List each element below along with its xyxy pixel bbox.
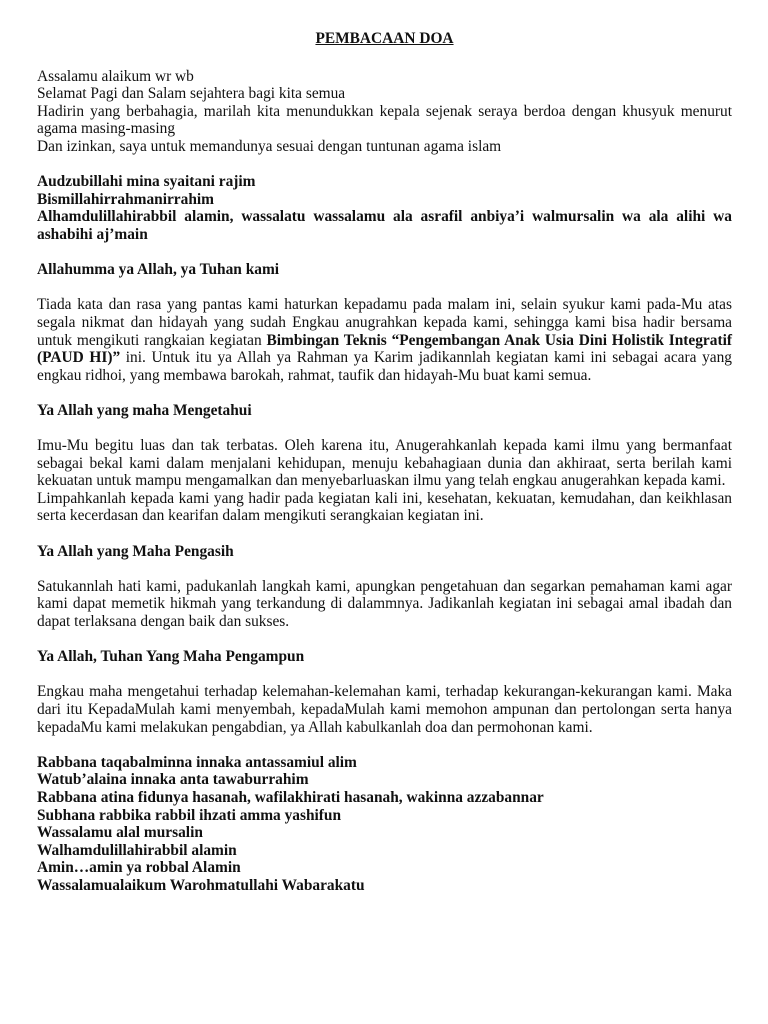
- section-heading-2: Ya Allah yang maha Mengetahui: [37, 401, 252, 419]
- closing-line: Rabbana atina fidunya hasanah, wafilakhirati hasanah, wakinna azzabannar: [37, 788, 544, 806]
- section-heading-1: Allahumma ya Allah, ya Tuhan kami: [37, 261, 280, 279]
- paragraph-2b: Limpahkanlah kepada kami yang hadir pada kegiatan kali ini, kesehatan, kekuatan, kemudahan, dan keikhlasan serta kecerdasan dan kearifan dalam mengikuti serangkaian kegiatan ini.: [37, 489, 732, 525]
- closing-prayer-section: [37, 754, 732, 895]
- paragraph-2-group: [37, 437, 732, 525]
- closing-line: Wassalamualaikum Warohmatullahi Wabarakatu: [37, 876, 365, 894]
- closing-line: Amin…amin ya robbal Alamin: [37, 859, 241, 877]
- section-heading-4: Ya Allah, Tuhan Yang Maha Pengampun: [37, 648, 305, 666]
- closing-line: Walhamdulillahirabbil alamin: [37, 841, 237, 859]
- greeting-line: Assalamu alaikum wr wb: [37, 67, 194, 85]
- paragraph-3: Satukannlah hati kami, padukanlah langkah kami, apungkan pengetahuan dan segarkan pemahaman kami agar kami dapat memetik hikmah yang terkandung di dalammnya. Jadikanlah kegiatan ini sebagai amal ibadah dan dapat terlaksana dengan baik dan sukses.: [37, 577, 732, 630]
- paragraph-1-text-a: Tiada kata dan rasa yang pantas kami haturkan kepadamu pada malam ini, selain syukur kami pada-Mu atas segala nikmat dan hidayah yang sudah Engkau anugrahkan kepada kami, sehingga kami bisa hadir bersama untuk mengikuti rangkaian kegiatan: [37, 296, 732, 349]
- hamdalah-line: Alhamdulillahirabbil alamin, wassalatu wassalamu ala asrafil anbiya’i walmursalin wa ala alihi wa ashabihi aj’main: [37, 208, 732, 243]
- section-heading-3: Ya Allah yang Maha Pengasih: [37, 542, 234, 560]
- taawudz-line: Audzubillahi mina syaitani rajim: [37, 173, 256, 191]
- closing-line: Subhana rabbika rabbil ihzati amma yashifun: [37, 806, 342, 824]
- page-title: PEMBACAAN DOA: [315, 30, 454, 47]
- closing-line: Rabbana taqabalminna innaka antassamiul alim: [37, 753, 357, 771]
- paragraph-1: [37, 296, 732, 384]
- closing-line: Watub’alaina innaka anta tawaburrahim: [37, 771, 309, 789]
- guidance-line: Dan izinkan, saya untuk memandunya sesuai dengan tuntunan agama islam: [37, 137, 502, 155]
- paragraph-2a: Imu-Mu begitu luas dan tak terbatas. Oleh karena itu, Anugerahkanlah kepada kami ilmu yang bermanfaat sebagai bekal kami dalam menjalani kehidupan, menuju kebahagiaan dunia dan akhiraat, serta berilah kami kekuatan untuk mampu mengamalkan dan menyebarluaskan ilmu yang telah engkau anugerahkan kepada kami.: [37, 437, 732, 490]
- opening-section: [37, 68, 732, 156]
- paragraph-4: Engkau maha mengetahui terhadap kelemahan-kelemahan kami, terhadap kekurangan-kekurangan kami. Maka dari itu KepadaMulah kami menyembah, kepadaMulah kami memohon ampunan dan pertolongan serta hanya kepadaMu kami melakukan pengabdian, ya Allah kabulkanlah doa dan permohonan kami.: [37, 683, 732, 736]
- invitation-line: Hadirin yang berbahagia, marilah kita menundukkan kepala sejenak seraya berdoa dengan khusyuk menurut agama masing-masing: [37, 102, 732, 138]
- basmalah-line: Bismillahirrahmanirrahim: [37, 190, 214, 208]
- opening-prayer-section: [37, 173, 732, 243]
- event-name: Bimbingan Teknis “Pengembangan Anak Usia Dini Holistik Integratif (PAUD HI)”: [37, 331, 732, 367]
- closing-line: Wassalamu alal mursalin: [37, 824, 203, 842]
- paragraph-1-text-b: ini. Untuk itu ya Allah ya Rahman ya Karim jadikannlah kegiatan kami ini sebagai acara yang engkau ridhoi, yang membawa barokah, rahmat, taufik dan hidayah-Mu buat kami semua.: [37, 349, 732, 384]
- salutation-line: Selamat Pagi dan Salam sejahtera bagi kita semua: [37, 85, 346, 103]
